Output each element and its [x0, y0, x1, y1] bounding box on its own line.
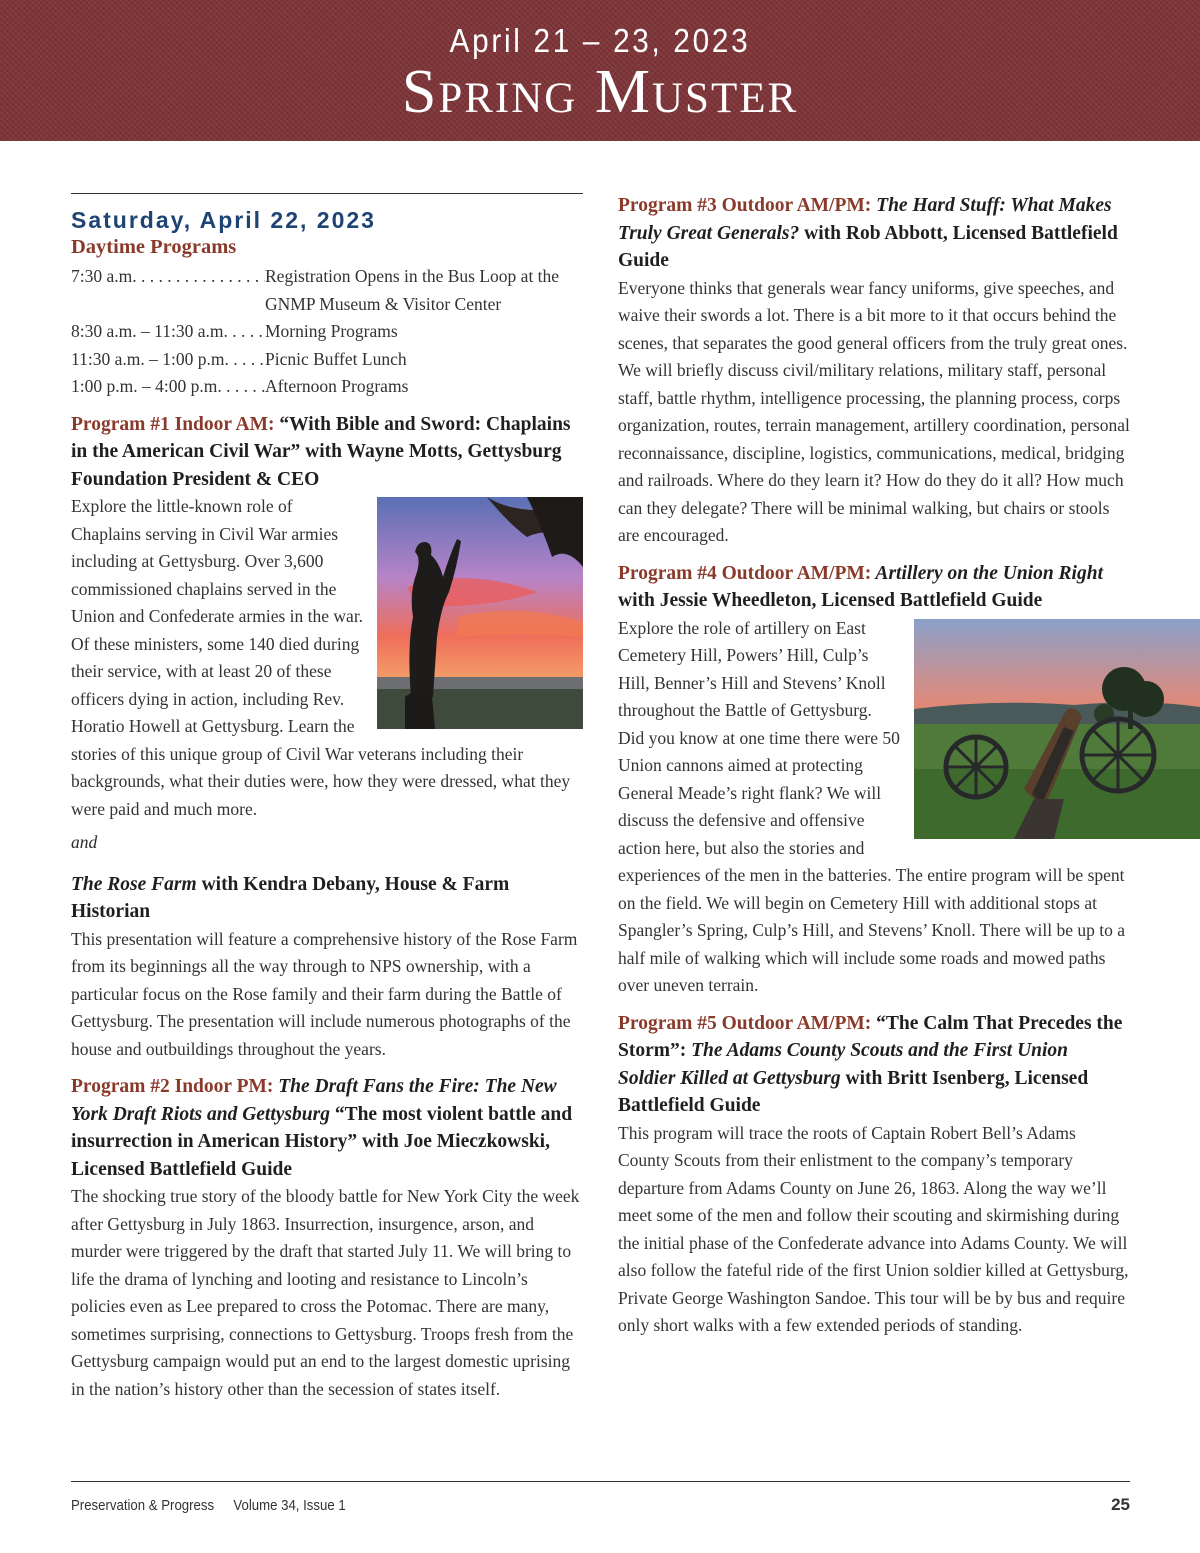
program-3-label: Program #3 Outdoor AM/PM: — [618, 195, 872, 216]
program-2-body: The shocking true story of the bloody battle for New York City the week after Gettysburg in July 1863. Insurrection, insurgence, arson, and murder were triggered by the draft that started July 11. We will bring to life the drama of lynching and looting and resistance to Lincoln’s policies even as Lee prepared to cross the Potomac. There are many, sometimes surprising, connections to Gettysburg. Troops fresh from the Gettysburg campaign would put an end to the largest domestic uprising in the nation’s history other than the secession of states itself. — [71, 1186, 580, 1399]
chaplain-statue-photo — [377, 497, 583, 729]
schedule-row — [71, 263, 583, 318]
rose-farm-presenter: with Kendra Debany, House & Farm Historian — [71, 873, 510, 922]
program-1-text: Explore the little-known role of Chaplains serving in Civil War armies including at Gettysburg. Over 3,600 commissioned chaplains served in the Union and Confederate armies in the war. Of these ministers, some 140 died during their service, with at least 20 of these officers dying in action, including Rev. Horatio Howell at Gettysburg. Learn the stories of this unique group of Civil War veterans including their backgrounds, what their duties were, how they were dressed, what they were paid and much more. — [71, 496, 571, 819]
daytime-programs-heading: Daytime Programs — [71, 236, 237, 258]
program-3-title: The Hard Stuff: What Makes Truly Great Generals? — [618, 195, 1112, 244]
footer-publication — [71, 1497, 346, 1514]
schedule — [71, 263, 583, 401]
footer-rule — [71, 1481, 1130, 1482]
program-4-text: Explore the role of artillery on East Cemetery Hill, Powers’ Hill, Culp’s Hill, Benner’s Hill and Stevens’ Knoll throughout the Battle of Gettysburg. Did you know at one time there were 50 Union cannons aimed at protecting General Meade’s right flank? We will discuss the defensive and offensive action here, but also the stories and experiences of the men in the batteries. The entire program will be spent on the field. We will begin on Cemetery Hill with additional stops at Spangler’s Spring, Culp’s Hill, and Stevens’ Knoll. There will be up to a half mile of walking which will include some roads and mowed paths over uneven terrain. — [618, 617, 1125, 995]
cannon-sunset-photo — [914, 619, 1200, 839]
program-5-presenter: with Britt Isenberg, Licensed Battlefield Guide — [618, 1067, 1089, 1116]
program-5-quote: “The Calm That Precedes the Storm”: — [618, 1012, 1123, 1061]
issue-info: Volume 34, Issue 1 — [233, 1497, 346, 1514]
program-5-heading — [618, 1010, 1130, 1120]
program-4-title: Artillery on the Union Right — [871, 562, 1103, 584]
program-2-title: The Draft Fans the Fire: The New York Draft Riots and Gettysburg — [71, 1076, 557, 1125]
schedule-row — [71, 346, 583, 374]
program-4-heading — [618, 560, 1130, 615]
schedule-time: 11:30 a.m. – 1:00 p.m. . . . — [71, 346, 265, 374]
program-2-subtitle: “The most violent battle and insurrection in American History” with Joe Mieczkowski, Licensed Battlefield Guide — [71, 1103, 573, 1180]
schedule-desc: Morning Programs — [265, 321, 398, 341]
schedule-time: 8:30 a.m. – 11:30 a.m. . . . — [71, 318, 265, 346]
event-dates: April 21 – 23, 2023 — [449, 22, 751, 59]
program-5-label: Program #5 Outdoor AM/PM: — [618, 1012, 872, 1034]
and-connector: and — [71, 832, 98, 852]
program-1-label: Program #1 Indoor AM: — [71, 413, 275, 435]
program-1-heading — [71, 411, 583, 494]
program-2-heading — [71, 1073, 583, 1183]
rose-farm-heading — [71, 871, 583, 926]
program-1-title: “With Bible and Sword: Chaplains in the American Civil War” with Wayne Motts, Gettysburg Foundation President & CEO — [71, 413, 571, 490]
left-column — [71, 193, 583, 1403]
program-4-label: Program #4 Outdoor AM/PM: — [618, 562, 872, 584]
program-2-label: Program #2 Indoor PM: — [71, 1076, 274, 1097]
program-5-body: This program will trace the roots of Captain Robert Bell’s Adams County Scouts from their enlistment to the company’s temporary departure from Adams County on June 26, 1863. Along the way we’ll meet some of the men and follow their scouting and skirmishing during the initial phase of the Confederate advance into Adams County. We will also follow the fateful ride of the first Union soldier killed at Gettysburg, Private George Washington Sandoe. This tour will be by bus and require only short walks with a few extended periods of standing. — [618, 1122, 1129, 1335]
day-heading: Saturday, April 22, 2023 — [71, 207, 376, 233]
publication-name: Preservation & Progress — [71, 1497, 215, 1514]
program-3-presenter: with Rob Abbott, Licensed Battlefield Guide — [618, 222, 1118, 271]
program-3-body: Everyone thinks that generals wear fancy uniforms, give speeches, and waive their swords a lot. There is a bit more to it that occurs behind the scenes, that separates the good general officers from the truly great ones. We will briefly discuss civil/military relations, military staff, personal staff, battle rhythm, intelligence processing, the planning process, corps organization, routes, terrain management, artillery coordination, personal reconnaissance, discipline, logistics, communications, medical, bridging and railroads. Where do they learn it? How do they do it all? How much can they delegate? There will be minimal walking, but chairs or stools are encouraged. — [618, 277, 1130, 545]
program-4-body — [618, 615, 1130, 1000]
schedule-time: 7:30 a.m. . . . — [71, 263, 265, 318]
schedule-desc: Picnic Buffet Lunch — [265, 348, 407, 369]
right-column — [618, 192, 1130, 1340]
program-5-title: The Adams County Scouts and the First Union Soldier Killed at Gettysburg — [618, 1040, 1069, 1089]
page-number: 25 — [1111, 1495, 1130, 1514]
rose-farm-title: The Rose Farm — [71, 873, 197, 895]
schedule-desc: Afternoon Programs — [265, 376, 409, 396]
schedule-row — [71, 318, 583, 346]
program-3-heading — [618, 192, 1130, 275]
schedule-time: 1:00 p.m. – 4:00 p.m. . . . — [71, 373, 265, 401]
schedule-row — [71, 373, 583, 401]
schedule-desc: Registration Opens in the Bus Loop at the GNMP Museum & Visitor Center — [265, 266, 560, 314]
header-banner — [0, 0, 1200, 141]
rose-farm-body: This presentation will feature a comprehensive history of the Rose Farm from its beginnings all the way through to NPS ownership, with a particular focus on the Rose family and their farm during the Battle of Gettysburg. The presentation will include numerous photographs of the house and outbuildings throughout the years. — [71, 928, 578, 1059]
program-4-presenter: with Jessie Wheedleton, Licensed Battlefield Guide — [618, 590, 1043, 611]
program-1-body — [71, 493, 583, 823]
event-title: Spring Muster — [401, 58, 799, 126]
